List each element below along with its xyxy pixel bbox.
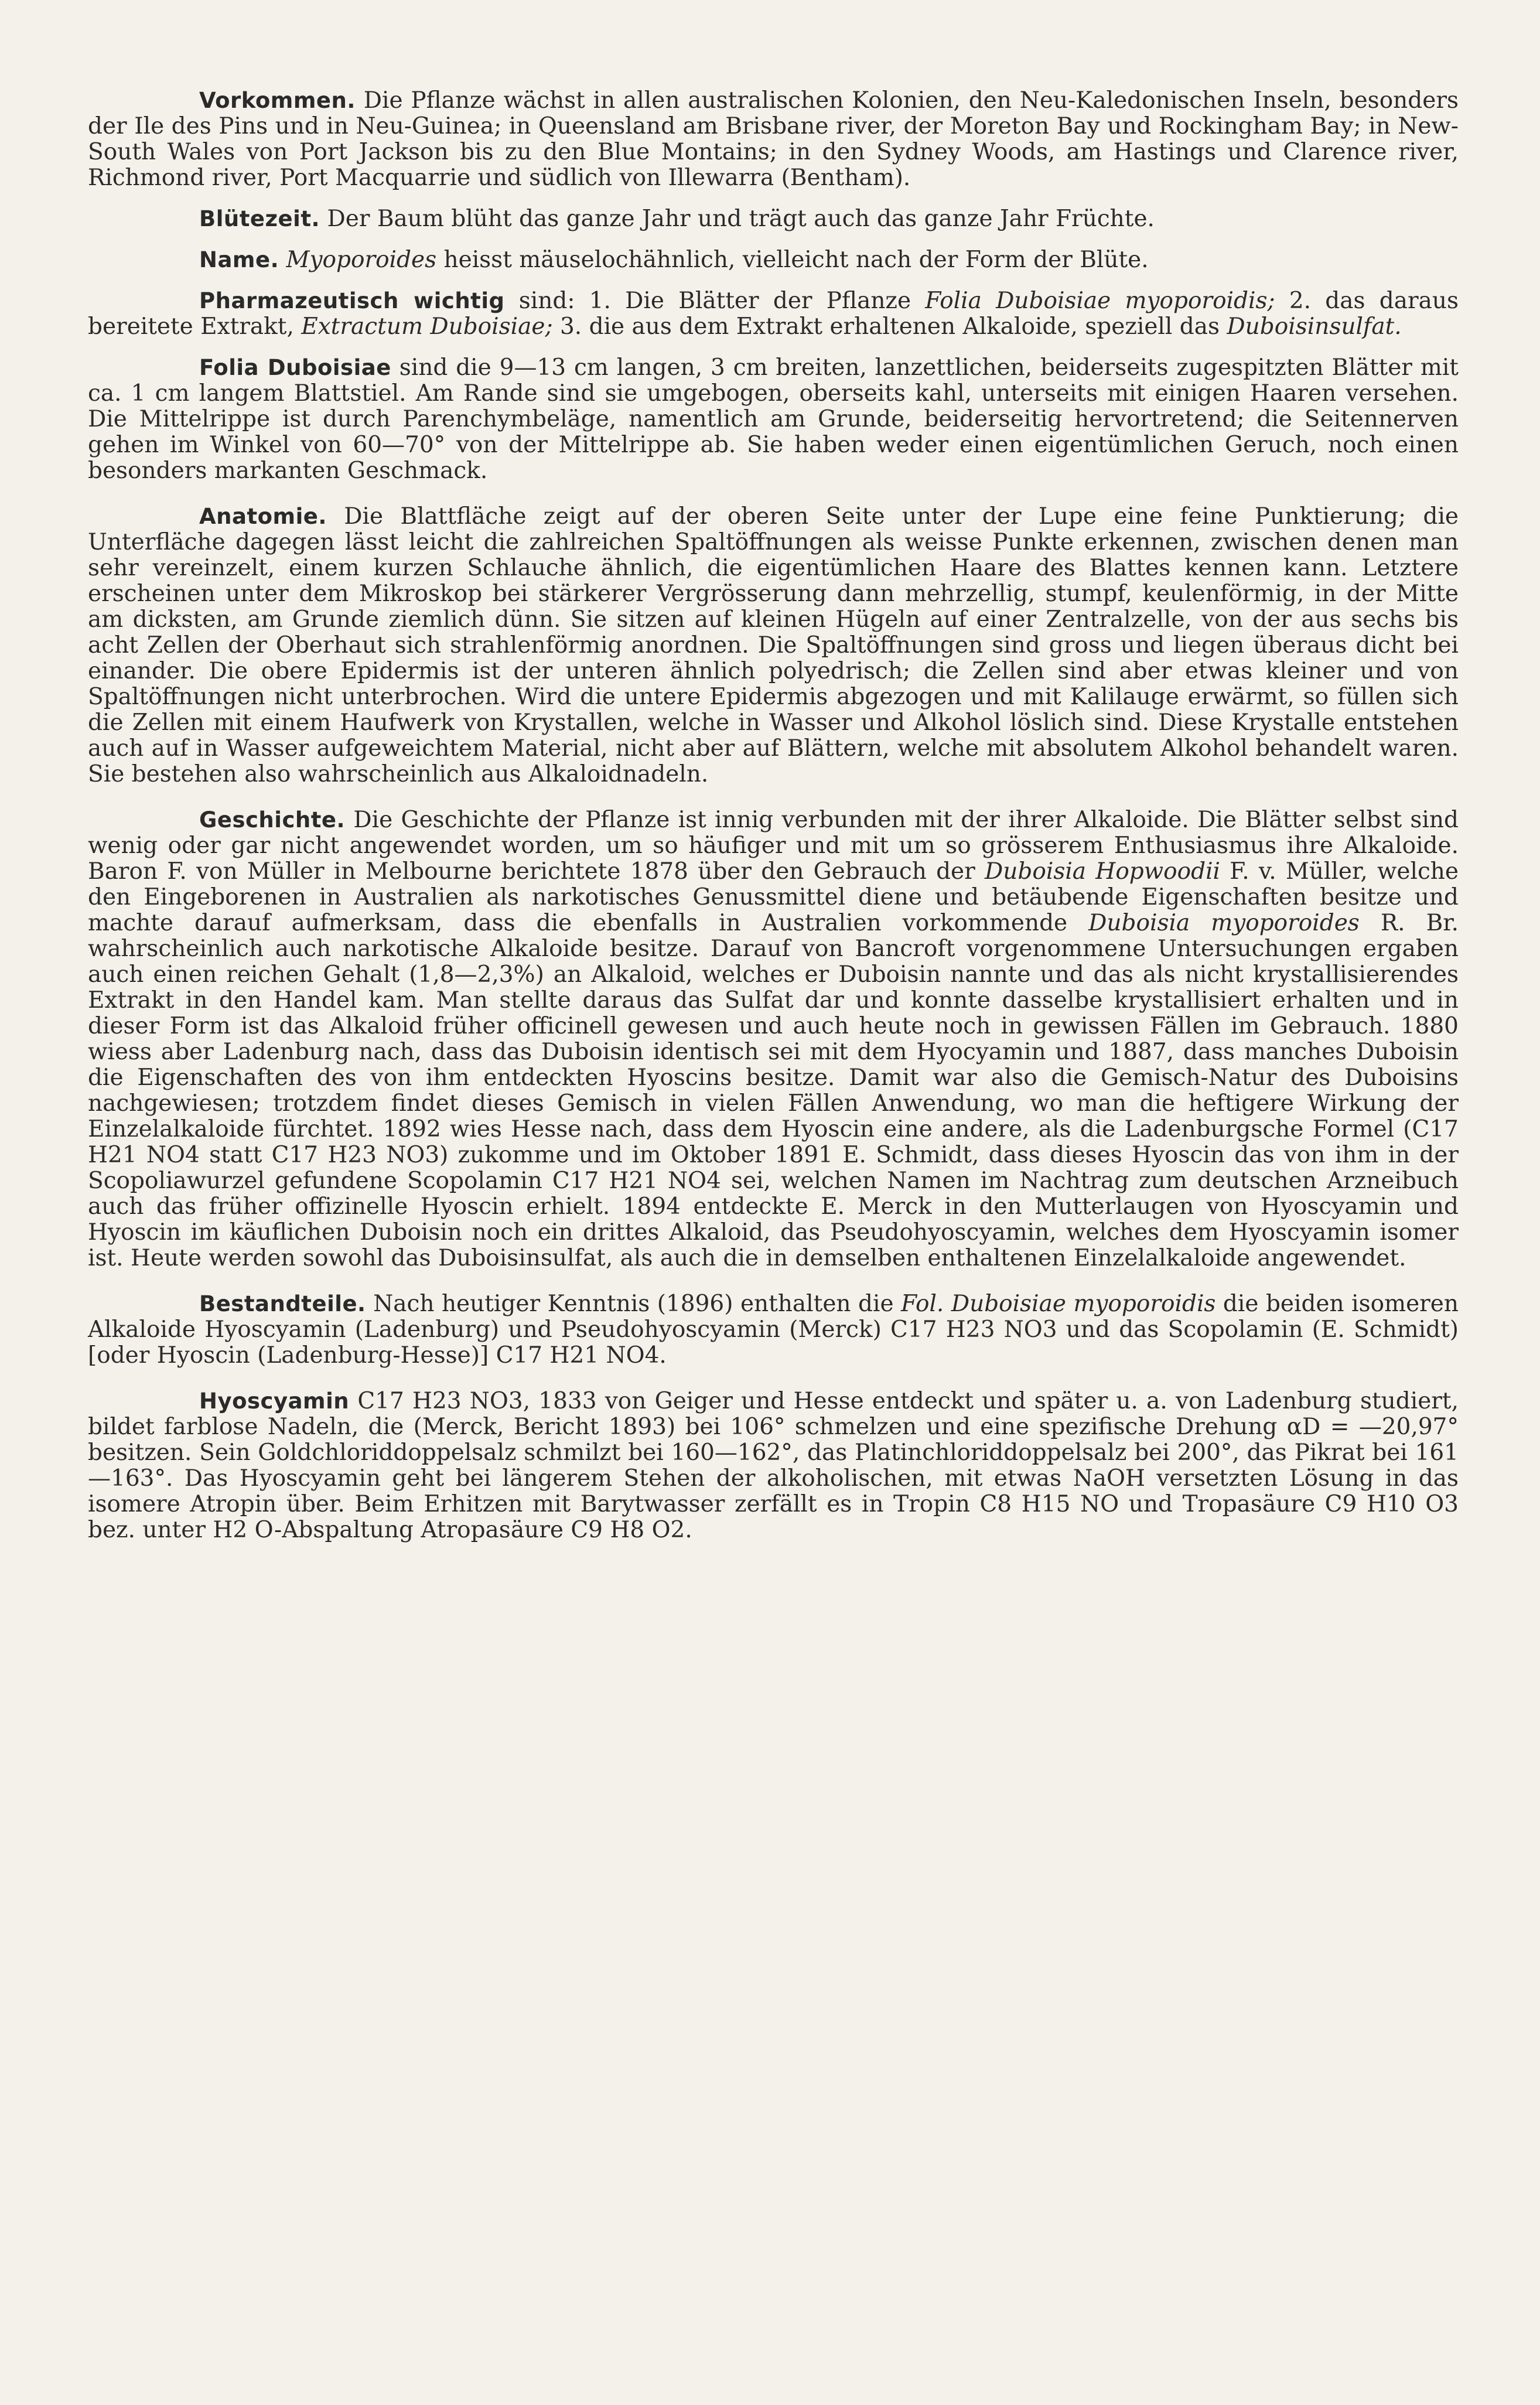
paragraph-pharmazeutisch <box>88 288 1459 340</box>
text-folia: sind die 9—13 cm langen, 3 cm breiten, lanzettlichen, beiderseits zugespitzten Blätter mit ca. 1 cm langem Blattstiel. Am Rande sind sie umgebogen, oberseits kahl, unterseits mit einigen Haaren versehen. Die Mittelrippe ist durch Parenchymbeläge, namentlich am Grunde, beiderseitig hervortretend; die Seitennerven gehen im Winkel von 60—70° von der Mittelrippe ab. Sie haben weder einen eigentümlichen Geruch, noch einen besonders markanten Geschmack. <box>88 354 1459 484</box>
text-pharma-duboisinsulfat: Duboisinsulfat. <box>1227 313 1402 340</box>
text-geschichte-1: Die Geschichte der Pflanze ist innig verbunden mit der ihrer Alkaloide. Die Blätter selbst sind wenig oder gar nicht angewendet worden, um so häufiger und mit um so grösserem Enthusiasmus ihre Alkaloide. Baron F. von Müller in Melbourne berichtete 1878 über den Gebrauch der <box>88 807 1459 885</box>
text-bestandteile-fol: Fol. Duboisiae myoporoidis <box>901 1291 1216 1317</box>
text-pharma-folia: Folia Duboisiae myoporoidis; <box>925 288 1275 314</box>
paragraph-geschichte <box>88 807 1459 1271</box>
paragraph-hyoscyamin <box>88 1389 1459 1543</box>
text-geschichte-2: F. v. Müller, welche den Eingeborenen in Australien als narkotisches Genussmittel diene und betäubende Eigenschaften besitze und machte darauf aufmerksam, dass die ebenfalls in Australien vorkommende <box>88 858 1459 936</box>
heading-geschichte: Geschichte. <box>199 807 346 833</box>
text-bluetezeit: Der Baum blüht das ganze Jahr und trägt auch das ganze Jahr Früchte. <box>327 206 1155 232</box>
text-name-italic: Myoporoides <box>286 247 437 273</box>
text-pharma-2: 2. das daraus bereitete Extrakt, <box>88 288 1459 340</box>
paragraph-anatomie <box>88 504 1459 787</box>
heading-bestandteile: Bestandteile. <box>199 1291 366 1316</box>
paragraph-vorkommen <box>88 88 1459 191</box>
text-vorkommen: Die Pflanze wächst in allen australischen Kolonien, den Neu-Kaledonischen Inseln, besonders der Ile des Pins und in Neu-Guinea; in Queensland am Brisbane river, der Moreton Bay und Rockingham Bay; in New-South Wales von Port Jackson bis zu den Blue Montains; in den Sydney Woods, am Hastings und Clarence river, Richmond river, Port Macquarrie und südlich von Illewarra (Bentham). <box>88 87 1459 191</box>
heading-name: Name. <box>199 247 279 272</box>
text-pharma-extractum: Extractum Duboisiae; <box>301 313 553 340</box>
text-geschichte-hopwoodii: Duboisia Hopwoodii <box>985 858 1221 885</box>
heading-folia: Folia Duboisiae <box>199 355 391 380</box>
paragraph-name <box>88 247 1459 273</box>
heading-pharmazeutisch: Pharmazeutisch wichtig <box>199 288 505 313</box>
text-anatomie: Die Blattfläche zeigt auf der oberen Seite unter der Lupe eine feine Punktierung; die Unterfläche dagegen lässt leicht die zahlreichen Spaltöffnungen als weisse Punkte erkennen, zwischen denen man sehr vereinzelt, einem kurzen Schlauche ähnlich, die eigentümlichen Haare des Blattes kennen kann. Letztere erscheinen unter dem Mikroskop bei stärkerer Vergrösserung dann mehrzellig, stumpf, keulenförmig, in der Mitte am dicksten, am Grunde ziemlich dünn. Sie sitzen auf kleinen Hügeln auf einer Zentralzelle, von der aus sechs bis acht Zellen der Oberhaut sich strahlenförmig anordnen. Die Spaltöffnungen sind gross und liegen überaus dicht bei einander. Die obere Epidermis ist der unteren ähnlich polyedrisch; die Zellen sind aber etwas kleiner und von Spaltöffnungen nicht unterbrochen. Wird die untere Epidermis abgezogen und mit Kalilauge erwärmt, so füllen sich die Zellen mit einem Haufwerk von Krystallen, welche in Wasser und Alkohol löslich sind. Diese Krystalle entstehen auch auf in Wasser aufgeweichtem Material, nicht aber auf Blättern, welche mit absolutem Alkohol behandelt waren. Sie bestehen also wahrscheinlich aus Alkaloidnadeln. <box>88 503 1459 787</box>
text-hyoscyamin: C17 H23 NO3, 1833 von Geiger und Hesse entdeckt und später u. a. von Ladenburg studiert, bildet farblose Nadeln, die (Merck, Bericht 1893) bei 106° schmelzen und eine spezifische Drehung αD = —20,97° besitzen. Sein Goldchloriddoppelsalz schmilzt bei 160—162°, das Platinchloriddoppelsalz bei 200°, das Pikrat bei 161—163°. Das Hyoscyamin geht bei längerem Stehen der alkoholischen, mit etwas NaOH versetzten Lösung in das isomere Atropin über. Beim Erhitzen mit Barytwasser zerfällt es in Tropin C8 H15 NO und Tropasäure C9 H10 O3 bez. unter H2 O-Abspaltung Atropasäure C9 H8 O2. <box>88 1388 1459 1543</box>
heading-anatomie: Anatomie. <box>199 504 327 529</box>
text-geschichte-3: R. Br. wahrscheinlich auch narkotische Alkaloide besitze. Darauf von Bancroft vorgenommene Untersuchungen ergaben auch einen reichen Gehalt (1,8—2,3%) an Alkaloid, welches er Duboisin nannte und das als nicht krystallisierendes Extrakt in den Handel kam. Man stellte daraus das Sulfat dar und konnte dasselbe krystallisiert erhalten und in dieser Form ist das Alkaloid früher officinell gewesen und auch heute noch in gewissen Fällen im Gebrauch. 1880 wiess aber Ladenburg nach, dass das Duboisin identisch sei mit dem Hyocyamin und 1887, dass manches Duboisin die Eigenschaften des von ihm entdeckten Hyoscins besitze. Damit war also die Gemisch-Natur des Duboisins nachgewiesen; trotzdem findet dieses Gemisch in vielen Fällen Anwendung, wo man die heftigere Wirkung der Einzelalkaloide fürchtet. 1892 wies Hesse nach, dass dem Hyoscin eine andere, als die Ladenburgsche Formel (C17 H21 NO4 statt C17 H23 NO3) zukomme und im Oktober 1891 E. Schmidt, dass dieses Hyoscin das von ihm in der Scopoliawurzel gefundene Scopolamin C17 H21 NO4 sei, welchen Namen im Nachtrag zum deutschen Arzneibuch auch das früher offizinelle Hyoscin erhielt. 1894 entdeckte E. Merck in den Mutterlaugen von Hyoscyamin und Hyoscin im käuflichen Duboisin noch ein drittes Alkaloid, das Pseudohyoscyamin, welches dem Hyoscyamin isomer ist. Heute werden sowohl das Duboisinsulfat, als auch die in demselben enthaltenen Einzelalkaloide angewendet. <box>88 910 1459 1271</box>
paragraph-bestandteile <box>88 1291 1459 1369</box>
heading-hyoscyamin: Hyoscyamin <box>199 1389 350 1414</box>
paragraph-folia <box>88 355 1459 484</box>
document-page <box>88 88 1459 1563</box>
text-name: heisst mäuselochähnlich, vielleicht nach der Form der Blüte. <box>436 247 1149 273</box>
heading-vorkommen: Vorkommen. <box>199 88 356 113</box>
text-geschichte-myoporoides: Duboisia myoporoides <box>1088 910 1360 936</box>
text-bestandteile-1: Nach heutiger Kenntnis (1896) enthalten die <box>373 1291 902 1317</box>
heading-bluetezeit: Blütezeit. <box>199 206 320 231</box>
paragraph-bluetezeit <box>88 206 1459 232</box>
text-pharma-3: 3. die aus dem Extrakt erhaltenen Alkaloide, speziell das <box>552 313 1227 340</box>
text-pharma-1: sind: 1. Die Blätter der Pflanze <box>504 288 926 314</box>
text-bestandteile-2: die beiden isomeren Alkaloide Hyoscyamin (Ladenburg) und Pseudohyoscyamin (Merck) C17 H23 NO3 und das Scopolamin (E. Schmidt) [oder Hyoscin (Ladenburg-Hesse)] C17 H21 NO4. <box>88 1291 1459 1369</box>
